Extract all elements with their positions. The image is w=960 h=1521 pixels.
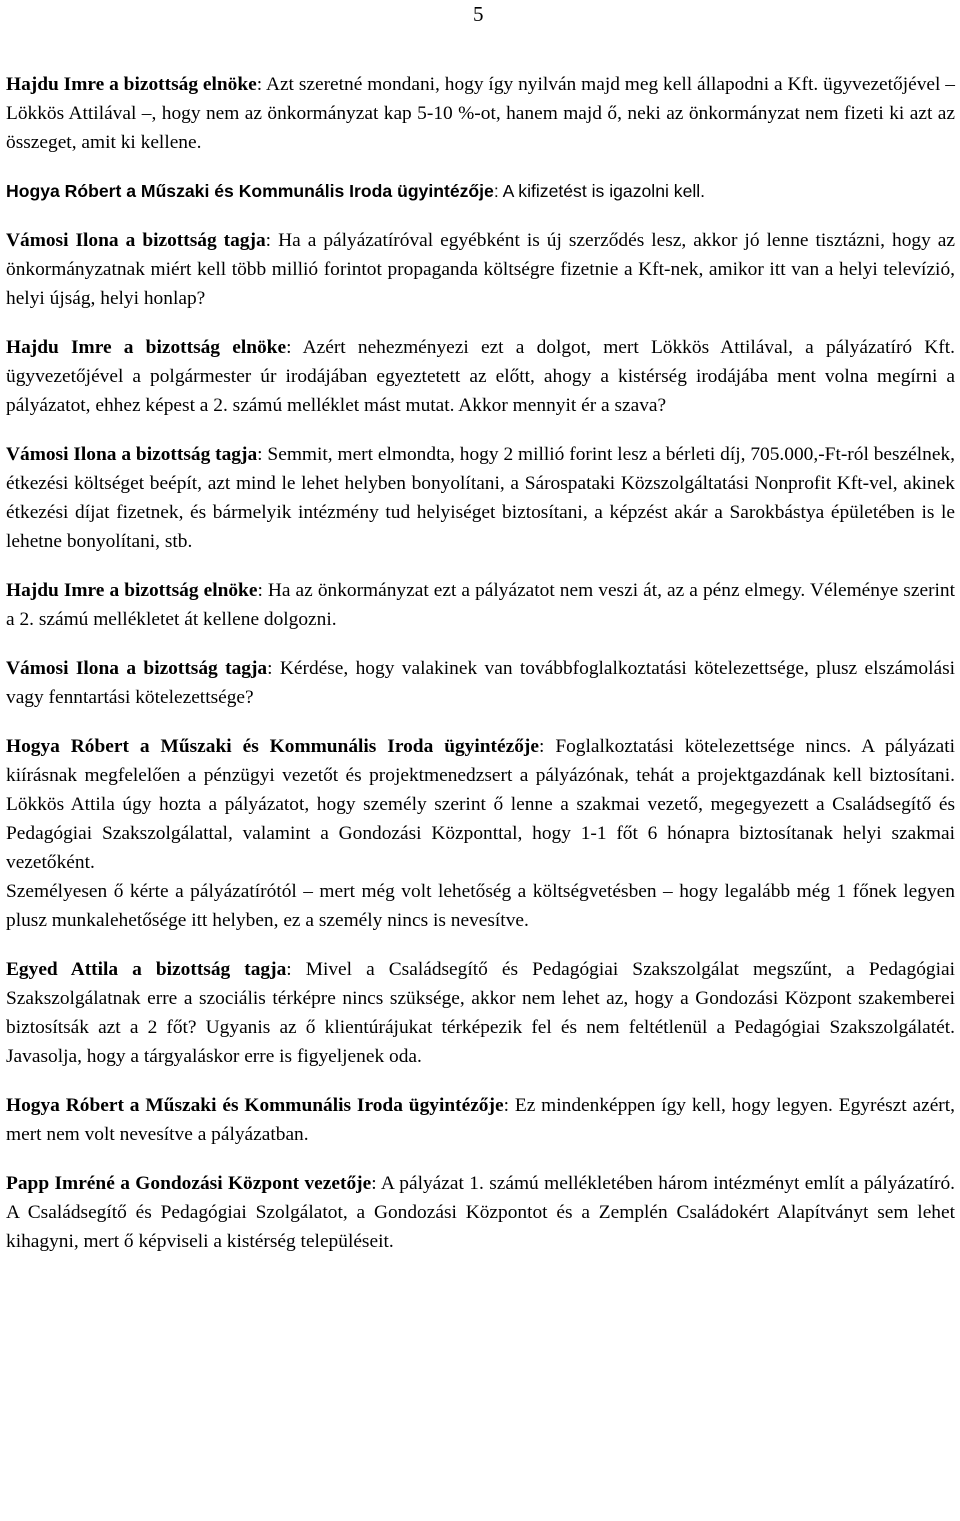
speaker-name: Vámosi Ilona a bizottság tagja xyxy=(6,444,258,465)
paragraph-4 xyxy=(6,333,955,420)
paragraph-11 xyxy=(6,1091,955,1149)
speaker-name: Hogya Róbert a Műszaki és Kommunális Iroda ügyintézője xyxy=(6,736,539,757)
paragraph-2 xyxy=(6,177,955,206)
paragraph-7 xyxy=(6,654,955,712)
document-body xyxy=(6,70,955,1276)
paragraph-1 xyxy=(6,70,955,157)
statement-text: : Mivel a Családsegítő és Pedagógiai Szakszolgálat megszűnt, a Pedagógiai Szakszolgálatnak erre a szociális térképre nincs szüksége, akkor nem lehet az, hogy a Gondozási Központ szakemberei biztosítsák azt a 2 főt? Ugyanis az ő klientúrájukat térképezik fel és nem feltétlenül a Pedagógiai Szakszolgálatét. Javasolja, hogy a tárgyaláskor erre is figyeljenek oda. xyxy=(6,959,955,1067)
statement-text: : Foglalkoztatási kötelezettsége nincs. A pályázati kiírásnak megfelelően a pénzügyi vezetőt és projektmenedzsert a pályázónak, tehát a projektgazdának kell biztosítani. Lökkös Attila úgy hozta a pályázatot, hogy személy szerint ő lenne a szakmai vezető, megegyezett a Családsegítő és Pedagógiai Szakszolgálattal, valamint a Gondozási Központtal, hogy 1-1 főt 6 hónapra biztosítanak helyi szakmai vezetőként. xyxy=(6,736,955,873)
speaker-name: Hajdu Imre a bizottság elnöke xyxy=(6,337,287,358)
statement-text: : Azért nehezményezi ezt a dolgot, mert Lökkös Attilával, a pályázatíró Kft. ügyvezetőjével a polgármester úr irodájában egyeztetett az előtt, ahogy a kistérség irodájába ment volna megírni a pályázatot, ehhez képest a 2. számú melléklet mást mutat. Akkor mennyit ér a szava? xyxy=(6,337,955,416)
paragraph-3 xyxy=(6,226,955,313)
speaker-name: Egyed Attila a bizottság tagja xyxy=(6,959,287,980)
page-number: 5 xyxy=(473,2,484,26)
speaker-name: Hogya Róbert a Műszaki és Kommunális Iroda ügyintézője xyxy=(6,181,494,201)
speaker-name: Hajdu Imre a bizottság elnöke xyxy=(6,74,257,95)
speaker-name: Hajdu Imre a bizottság elnöke xyxy=(6,580,258,601)
paragraph-6 xyxy=(6,576,955,634)
statement-text: : Ez mindenképpen így kell, hogy legyen. Egyrészt azért, mert nem volt nevesítve a pályázatban. xyxy=(6,1095,955,1145)
paragraph-5 xyxy=(6,440,955,556)
statement-text: : A kifizetést is igazolni kell. xyxy=(493,181,706,201)
statement-text: : Kérdése, hogy valakinek van továbbfoglalkoztatási kötelezettsége, plusz elszámolási vagy fenntartási kötelezettsége? xyxy=(6,658,955,708)
statement-text: Személyesen ő kérte a pályázatírótól – mert még volt lehetőség a költségvetésben – hogy legalább még 1 főnek legyen plusz munkalehetősége itt helyben, ez a személy nincs is nevesítve. xyxy=(6,881,955,931)
statement-text: : Azt szeretné mondani, hogy így nyilván majd meg kell állapodni a Kft. ügyvezetőjével – Lökkös Attilával –, hogy nem az önkormányzat kap 5-10 %-ot, hanem majd ő, neki az önkormányzat nem fizeti ki azt az összeget, amit ki kellene. xyxy=(6,74,955,153)
paragraph-10 xyxy=(6,955,955,1071)
statement-text: : A pályázat 1. számú mellékletében három intézményt említ a pályázatíró. A Családsegítő és Pedagógiai Szolgálatot, a Gondozási Központot és a Zemplén Családokért Alapítványt sem lehet kihagyni, mert ő képviseli a kistérség településeit. xyxy=(6,1173,955,1252)
paragraph-8 xyxy=(6,732,955,877)
speaker-name: Vámosi Ilona a bizottság tagja xyxy=(6,230,266,251)
speaker-name: Hogya Róbert a Műszaki és Kommunális Iroda ügyintézője xyxy=(6,1095,504,1116)
speaker-name: Papp Imréné a Gondozási Központ vezetője xyxy=(6,1173,372,1194)
speaker-name: Vámosi Ilona a bizottság tagja xyxy=(6,658,268,679)
statement-text: : Ha az önkormányzat ezt a pályázatot nem veszi át, az a pénz elmegy. Véleménye szerint a 2. számú mellékletet át kellene dolgozni. xyxy=(6,580,955,630)
paragraph-12 xyxy=(6,1169,955,1256)
statement-text: : Ha a pályázatíróval egyébként is új szerződés lesz, akkor jó lenne tisztázni, hogy az önkormányzatnak miért kell több millió forintot propaganda költségre fizetnie a Kft-nek, amikor itt van a helyi televízió, helyi újság, helyi honlap? xyxy=(6,230,956,309)
paragraph-9 xyxy=(6,877,955,935)
statement-text: : Semmit, mert elmondta, hogy 2 millió forint lesz a bérleti díj, 705.000,-Ft-ról beszélnek, étkezési költséget beépít, azt mind le lehet helyben bonyolítani, a Sárospataki Közszolgáltatási Nonprofit Kft-vel, akinek étkezési díjat fizetnek, és bármelyik intézmény tud helyiséget biztosítani, a képzést akár a Sarokbástya épületében is le lehetne bonyolítani, stb. xyxy=(6,444,956,552)
